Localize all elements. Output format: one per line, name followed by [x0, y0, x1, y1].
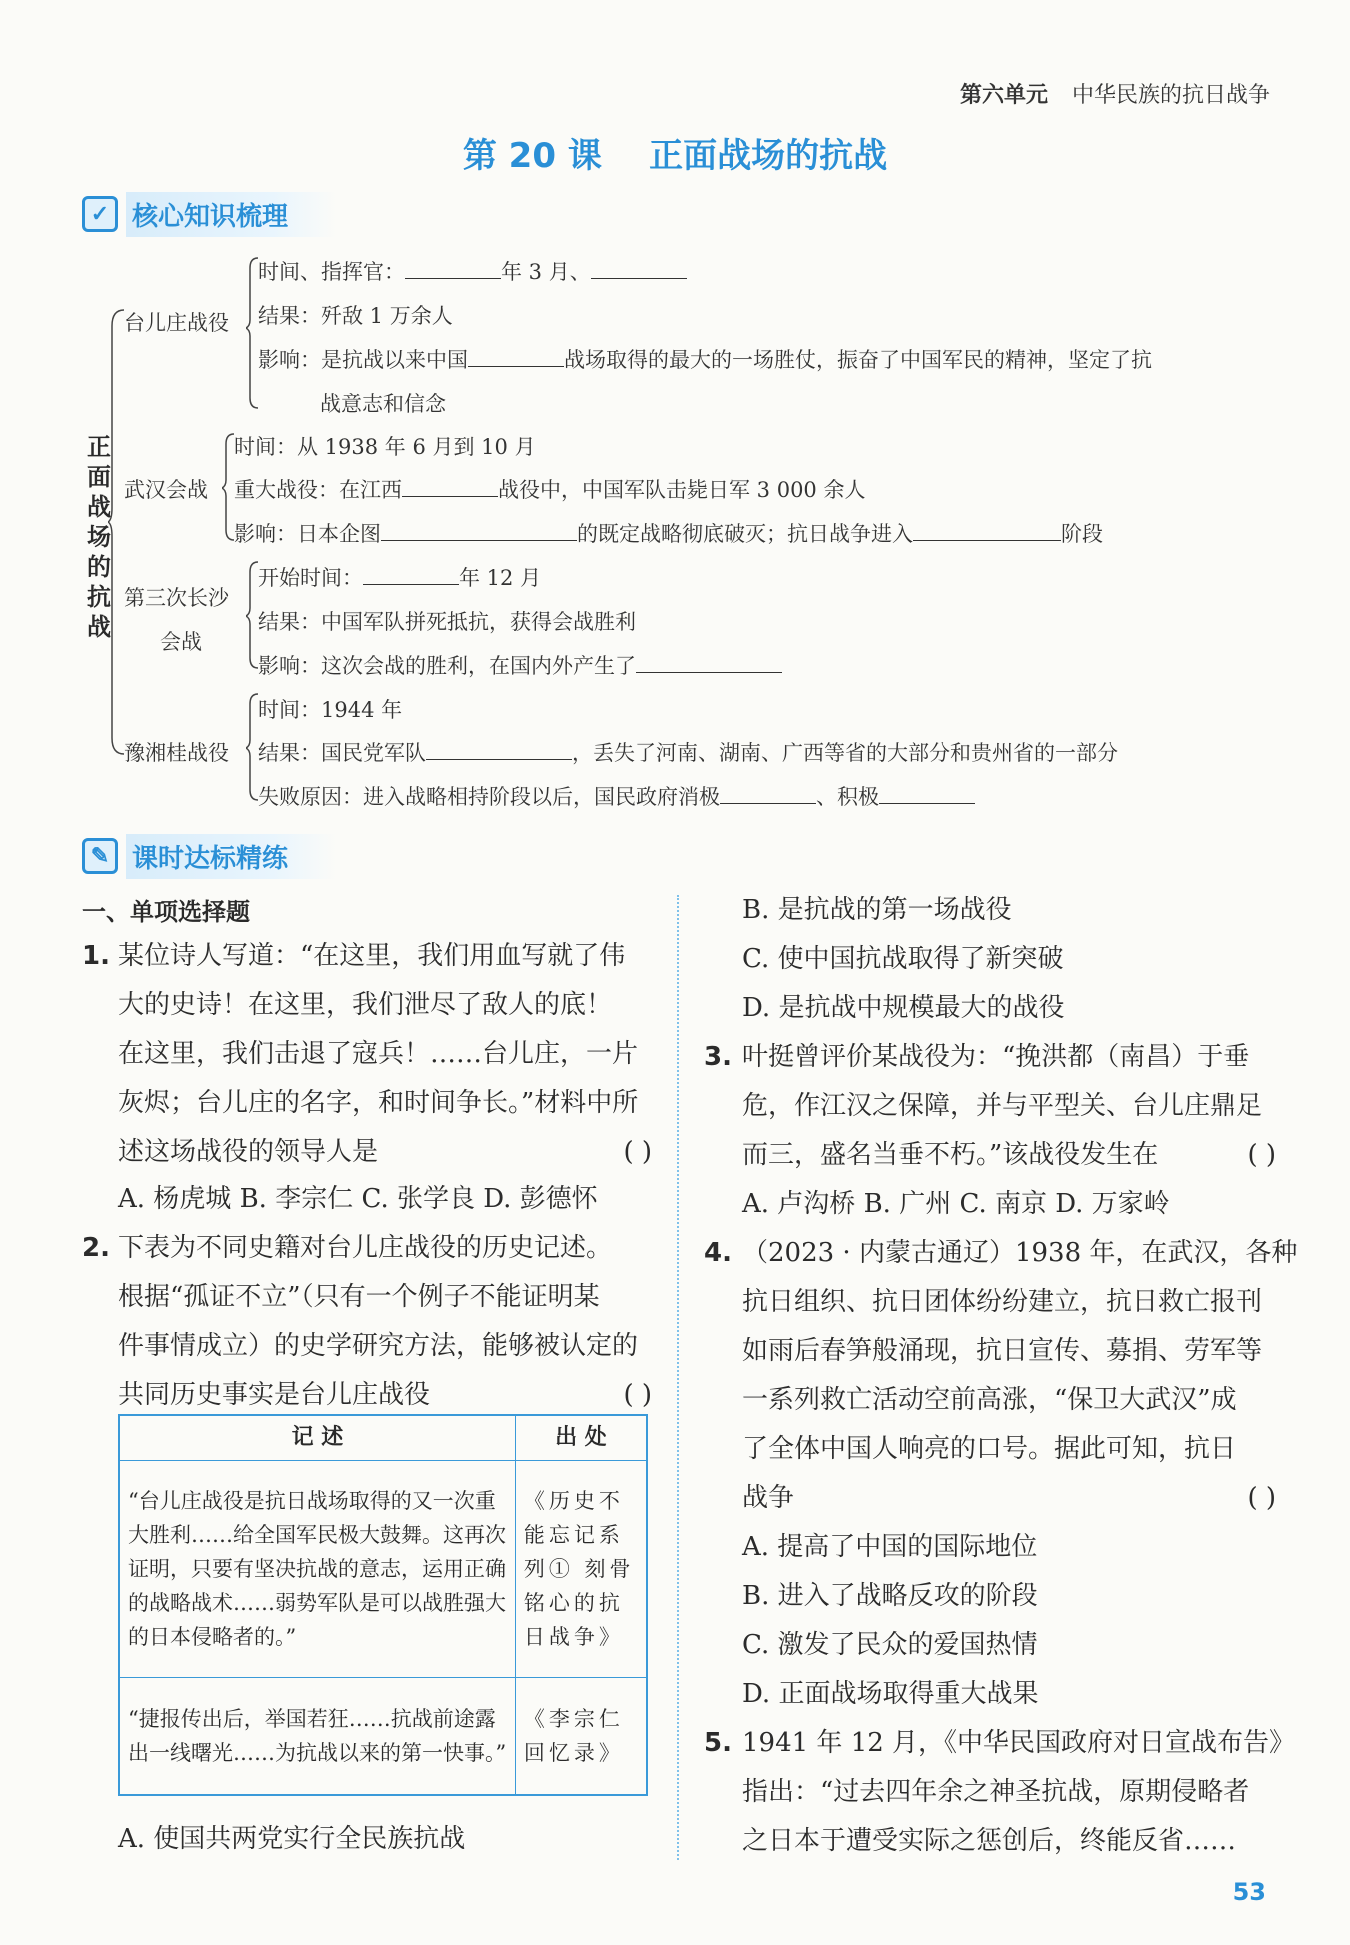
branch-wuhan-label: 武汉会战 [124, 478, 208, 502]
stem-line: 而三，盛名当垂不朽。”该战役发生在 [742, 1140, 1159, 1170]
wuhan-battle: 重大战役：在江西 战役中，中国军队击毙日军 3 000 余人 [234, 474, 865, 504]
question-number: 3. [704, 1042, 732, 1072]
checkmark-icon: ✓ [82, 196, 118, 232]
stem-line: 下表为不同史籍对台儿庄战役的历史记述。 [118, 1233, 613, 1263]
part-title: 一、单项选择题 [82, 898, 250, 926]
source-table [118, 1414, 648, 1796]
table-header-row [119, 1415, 647, 1461]
blank[interactable] [426, 737, 572, 760]
q1-options: A. 杨虎城 B. 李宗仁 C. 张学良 D. 彭德怀 [118, 1184, 598, 1214]
stem-line: 危，作江汉之保障，并与平型关、台儿庄鼎足 [742, 1091, 1263, 1121]
unit-label: 第六单元 [959, 83, 1048, 108]
q2-option-a: A. 使国共两党实行全民族抗战 [118, 1824, 466, 1854]
branch-changsha-label-1: 第三次长沙 [124, 586, 229, 610]
wuhan-impact: 影响：日本企图 的既定战略彻底破灭；抗日战争进入 阶段 [234, 518, 1103, 548]
table-row [119, 1678, 647, 1796]
stem-line: 共同历史事实是台儿庄战役 [118, 1380, 431, 1410]
blank[interactable] [381, 518, 577, 541]
stem-line: 某位诗人写道：“在这里，我们用血写就了伟 [118, 941, 626, 971]
stem-line: 在这里，我们击退了寇兵！……台儿庄，一片 [118, 1039, 639, 1069]
pencil-icon: ✎ [82, 838, 118, 874]
table-row [119, 1461, 647, 1678]
answer-paren[interactable]: ( ) [1247, 1483, 1276, 1513]
stem-line: 了全体中国人响亮的口号。据此可知，抗日 [742, 1434, 1237, 1464]
root-brace [108, 308, 128, 758]
record-cell: “捷报传出后，举国若狂……抗战前途露出一线曙光……为抗战以来的第一快事。” [119, 1678, 515, 1796]
section-practice-title: 课时达标精练 [126, 834, 336, 879]
blank[interactable] [591, 256, 687, 279]
changsha-result: 结果：中国军队拼死抵抗，获得会战胜利 [258, 610, 636, 634]
question-number: 5. [704, 1728, 732, 1758]
taierzhuang-result: 结果：歼敌 1 万余人 [258, 304, 453, 328]
q3-options: A. 卢沟桥 B. 广州 C. 南京 D. 万家岭 [742, 1189, 1170, 1219]
question-5 [704, 1719, 1296, 1866]
taierzhuang-time: 时间、指挥官： 年 3 月、 [258, 256, 687, 286]
stem-line: 如雨后春笋般涌现，抗日宣传、募捐、劳军等 [742, 1336, 1263, 1366]
page-number: 53 [1232, 1878, 1266, 1906]
column-header: 记 述 [119, 1415, 515, 1461]
stem-line: 根据“孤证不立”（只有一个例子不能证明某 [118, 1282, 600, 1312]
question-1 [82, 932, 652, 1192]
section-summary-banner [82, 192, 336, 236]
source-cell: 《历史不能忘记系列① 刻骨铭心的抗日战争》 [515, 1461, 647, 1678]
blank[interactable] [879, 781, 975, 804]
section-summary-title: 核心知识梳理 [126, 192, 336, 237]
question-number: 1. [82, 941, 110, 971]
branch-changsha-label-2: 会战 [160, 630, 202, 654]
blank[interactable] [363, 562, 459, 585]
unit-title: 中华民族的抗日战争 [1071, 83, 1270, 108]
column-divider [677, 895, 679, 1860]
q4-option-c: C. 激发了民众的爱国热情 [742, 1630, 1038, 1660]
stem-line: 指出：“过去四年余之神圣抗战，原期侵略者 [742, 1777, 1250, 1807]
branch-yuxianggui-label: 豫湘桂战役 [124, 741, 229, 765]
record-cell: “台儿庄战役是抗日战场取得的又一次重大胜利……给全国军民极大鼓舞。这再次证明，只要有坚决抗战的意志，运用正确的战略战术……弱势军队是可以战胜强大的日本侵略者的。” [119, 1461, 515, 1678]
stem-line: （2023 · 内蒙古通辽）1938 年，在武汉，各种 [742, 1238, 1298, 1268]
q2-option-c: C. 使中国抗战取得了新突破 [742, 944, 1064, 974]
stem-line: 一系列救亡活动空前高涨，“保卫大武汉”成 [742, 1385, 1237, 1415]
source-cell: 《李宗仁回忆录》 [515, 1678, 647, 1796]
q2-option-d: D. 是抗战中规模最大的战役 [742, 993, 1065, 1023]
changsha-impact: 影响：这次会战的胜利，在国内外产生了 [258, 650, 782, 680]
question-4 [704, 1229, 1298, 1523]
wuhan-time: 时间：从 1938 年 6 月到 10 月 [234, 435, 536, 459]
taierzhuang-impact-cont: 战意志和信念 [320, 392, 446, 416]
stem-line: 1941 年 12 月，《中华民国政府对日宣战布告》 [742, 1728, 1296, 1758]
stem-line: 大的史诗！在这里，我们泄尽了敌人的底！ [118, 990, 613, 1020]
blank[interactable] [636, 650, 782, 673]
stem-line: 述这场战役的领导人是 [118, 1137, 379, 1167]
yuxianggui-cause: 失败原因：进入战略相持阶段以后，国民政府消极 、积极 [258, 781, 975, 811]
stem-line: 叶挺曾评价某战役为：“挽洪都（南昌）于垂 [742, 1042, 1250, 1072]
blank[interactable] [405, 256, 501, 279]
q2-option-b: B. 是抗战的第一场战役 [742, 895, 1012, 925]
stem-line: 灰烬；台儿庄的名字，和时间争长。”材料中所 [118, 1088, 639, 1118]
blank[interactable] [913, 518, 1061, 541]
column-header: 出 处 [515, 1415, 647, 1461]
answer-paren[interactable]: ( ) [623, 1137, 652, 1167]
stem-line: 抗日组织、抗日团体纷纷建立，抗日救亡报刊 [742, 1287, 1263, 1317]
branch-taierzhuang-label: 台儿庄战役 [124, 311, 229, 335]
changsha-start: 开始时间： 年 12 月 [258, 562, 541, 592]
question-3 [704, 1033, 1276, 1180]
mindmap-root: 正面战场的抗战 [87, 433, 111, 641]
yuxianggui-result: 结果：国民党军队 ，丢失了河南、湖南、广西等省的大部分和贵州省的一部分 [258, 737, 1118, 767]
blank[interactable] [468, 344, 564, 367]
lesson-title: 第 20 课 正面战场的抗战 [462, 136, 888, 176]
stem-line: 战争 [742, 1483, 795, 1513]
q4-option-a: A. 提高了中国的国际地位 [742, 1532, 1038, 1562]
q4-option-b: B. 进入了战略反攻的阶段 [742, 1581, 1038, 1611]
question-number: 2. [82, 1233, 110, 1263]
yuxianggui-time: 时间：1944 年 [258, 698, 403, 722]
stem-line: 之日本于遭受实际之惩创后，终能反省…… [742, 1826, 1237, 1856]
stem-line: 件事情成立）的史学研究方法，能够被认定的 [118, 1331, 639, 1361]
taierzhuang-impact: 影响：是抗战以来中国 战场取得的最大的一场胜仗，振奋了中国军民的精神，坚定了抗 [258, 344, 1152, 374]
question-2 [82, 1224, 652, 1420]
answer-paren[interactable]: ( ) [1247, 1140, 1276, 1170]
blank[interactable] [402, 474, 498, 497]
question-number: 4. [704, 1238, 732, 1268]
section-practice-banner [82, 834, 336, 878]
running-header [960, 78, 1270, 109]
answer-paren[interactable]: ( ) [623, 1380, 652, 1410]
q4-option-d: D. 正面战场取得重大战果 [742, 1679, 1039, 1709]
blank[interactable] [720, 781, 816, 804]
